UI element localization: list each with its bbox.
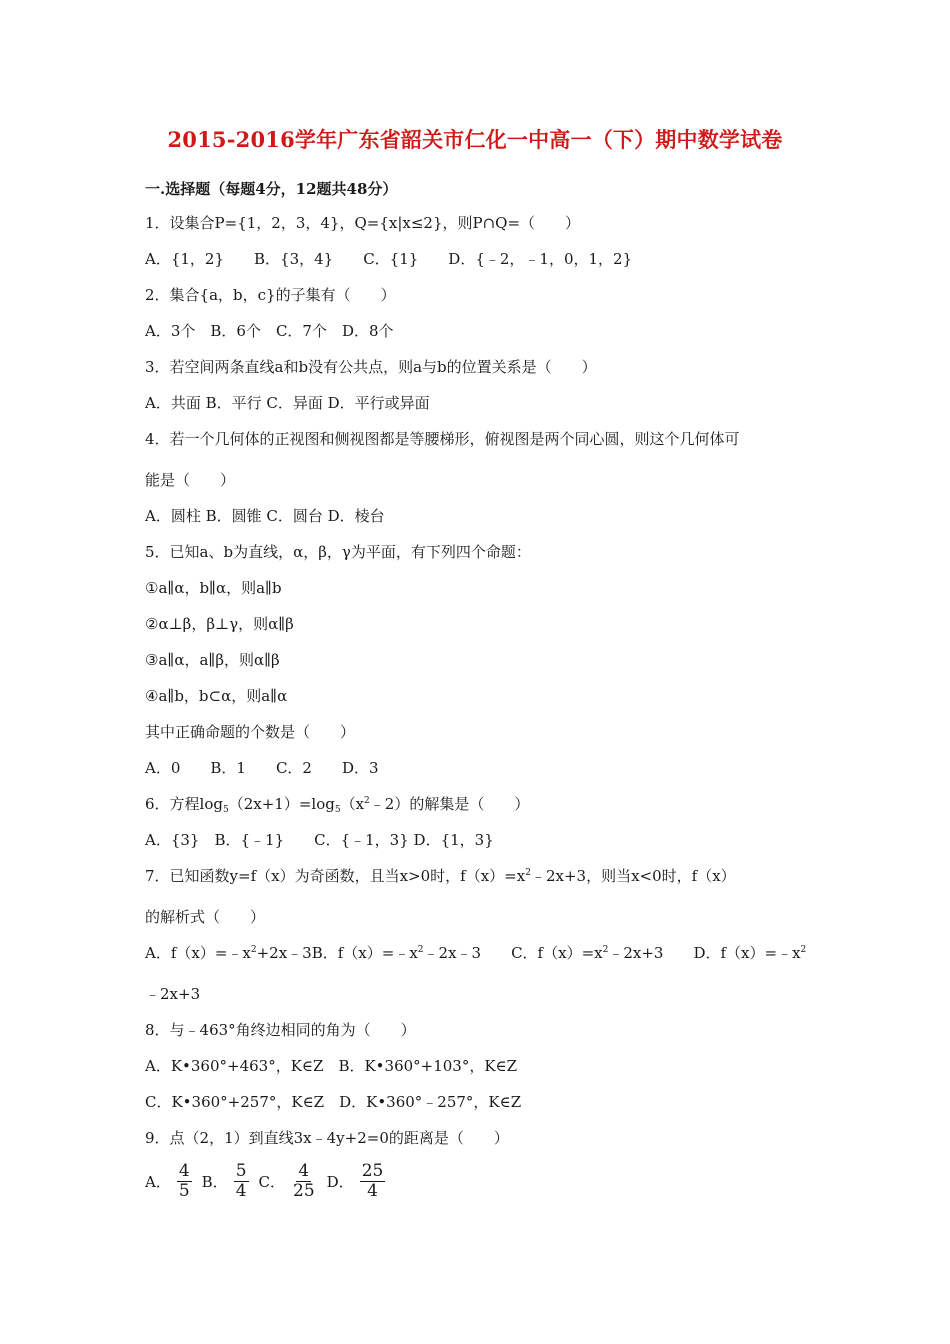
- section-heading: 一.选择题（每题4分，12题共48分）: [145, 180, 398, 198]
- question-8-options-cd: C．K•360°+257°，K∈Z D．K•360°﹣257°，K∈Z: [145, 1093, 522, 1111]
- q7-option-a-exponent: 2: [250, 945, 257, 955]
- question-5-options: A．0 B．1 C．2 D．3: [145, 759, 379, 777]
- question-7-options: [145, 943, 806, 963]
- q9-option-a-label: A．: [145, 1172, 171, 1191]
- question-1-stem: 1．设集合P={1，2，3，4}，Q={x|x≤2}，则P∩Q=（ ）: [145, 214, 581, 232]
- question-4-stem-line2: 能是（ ）: [145, 471, 236, 489]
- q7-option-d-exponent: 2: [800, 945, 807, 955]
- question-8-options-ab: A．K•360°+463°，K∈Z B．K•360°+103°，K∈Z: [145, 1057, 518, 1075]
- q7-option-c-rest: ﹣2x+3: [608, 944, 694, 962]
- q7-option-b-exponent: 2: [417, 945, 424, 955]
- q7-option-a: A．f（x）=﹣x: [145, 944, 251, 962]
- fraction-denominator: 5: [178, 1180, 190, 1201]
- fraction-denominator: 4: [235, 1180, 247, 1201]
- q6-text-2: （2x+1）=log: [228, 795, 335, 813]
- question-5-proposition-3: ③a∥α，a∥β，则α∥β: [145, 651, 280, 669]
- q9-option-a-fraction: [177, 1162, 192, 1201]
- question-3-options: A．共面 B．平行 C．异面 D．平行或异面: [145, 394, 430, 412]
- fraction-denominator: 4: [367, 1180, 378, 1201]
- question-6-options: A．{3} B．{﹣1} C．{﹣1，3} D．{1，3}: [145, 831, 494, 849]
- question-5-proposition-4: ④a∥b，b⊂α，则a∥α: [145, 687, 288, 705]
- fraction-numerator: 25: [361, 1160, 384, 1181]
- q9-option-b-label: B．: [201, 1172, 228, 1191]
- page-title: 2015-2016学年广东省韶关市仁化一中高一（下）期中数学试卷: [167, 127, 783, 152]
- question-5-proposition-2: ②α⊥β，β⊥γ，则α∥β: [145, 615, 294, 633]
- fraction-numerator: 5: [235, 1160, 247, 1181]
- q9-option-b-fraction: [234, 1162, 249, 1201]
- question-9-stem: 9．点（2，1）到直线3x﹣4y+2=0的距离是（ ）: [145, 1129, 509, 1147]
- q7-option-a-rest: +2x﹣3: [256, 944, 312, 962]
- q9-option-d-label: D．: [326, 1172, 354, 1191]
- q6-log-base-2: 5: [334, 805, 341, 815]
- question-7-option-d-continued: ﹣2x+3: [145, 985, 201, 1003]
- q9-option-d-fraction: [360, 1162, 386, 1201]
- question-5-stem: 5．已知a、b为直线，α，β，γ为平面，有下列四个命题：: [145, 543, 531, 561]
- question-4-stem-line1: 4．若一个几何体的正视图和侧视图都是等腰梯形，俯视图是两个同心圆，则这个几何体可: [145, 430, 740, 448]
- q6-log-base-1: 5: [222, 805, 229, 815]
- q9-option-c: [259, 1162, 317, 1201]
- question-7-stem-line1: [145, 866, 736, 886]
- question-9-options: [145, 1160, 395, 1202]
- question-1-options: A．{1，2} B．{3，4} C．{1} D．{﹣2，﹣1，0，1，2}: [145, 250, 633, 268]
- q9-option-c-fraction: [291, 1162, 317, 1201]
- question-3-stem: 3．若空间两条直线a和b没有公共点，则a与b的位置关系是（ ）: [145, 358, 597, 376]
- q6-text-1: 6．方程log: [145, 795, 223, 813]
- q7-option-c: C．f（x）=x: [511, 944, 603, 962]
- q7-option-b: B．f（x）=﹣x: [311, 944, 418, 962]
- question-5-proposition-1: ①a∥α，b∥α，则a∥b: [145, 579, 282, 597]
- q7-option-d: D．f（x）=﹣x: [693, 944, 801, 962]
- question-4-options: A．圆柱 B．圆锥 C．圆台 D．棱台: [145, 507, 385, 525]
- q7-option-c-exponent: 2: [602, 945, 609, 955]
- question-6-stem: [145, 794, 529, 814]
- q7-text-1: 7．已知函数y=f（x）为奇函数，且当x>0时，f（x）=x: [145, 867, 526, 885]
- question-8-stem: 8．与﹣463°角终边相同的角为（ ）: [145, 1021, 416, 1039]
- q6-exponent: 2: [364, 796, 370, 806]
- fraction-numerator: 4: [178, 1160, 190, 1181]
- question-2-stem: 2．集合{a，b，c}的子集有（ ）: [145, 286, 396, 304]
- q6-text-4: ﹣2）的解集是（ ）: [369, 795, 530, 813]
- q9-option-d: [327, 1162, 386, 1201]
- question-2-options: A．3个 B．6个 C．7个 D．8个: [145, 322, 394, 340]
- q9-option-a: [145, 1162, 192, 1201]
- question-5-question: 其中正确命题的个数是（ ）: [145, 723, 356, 741]
- q6-text-3: （x: [340, 795, 365, 813]
- q7-exponent: 2: [525, 868, 531, 878]
- q9-option-b: [202, 1162, 249, 1201]
- q9-option-c-label: C．: [258, 1172, 286, 1191]
- fraction-numerator: 4: [298, 1160, 310, 1181]
- question-7-stem-line2: 的解析式（ ）: [145, 908, 266, 926]
- q7-text-2: ﹣2x+3，则当x<0时，f（x）: [530, 867, 736, 885]
- fraction-denominator: 25: [293, 1180, 315, 1201]
- q7-option-b-rest: ﹣2x﹣3: [423, 944, 512, 962]
